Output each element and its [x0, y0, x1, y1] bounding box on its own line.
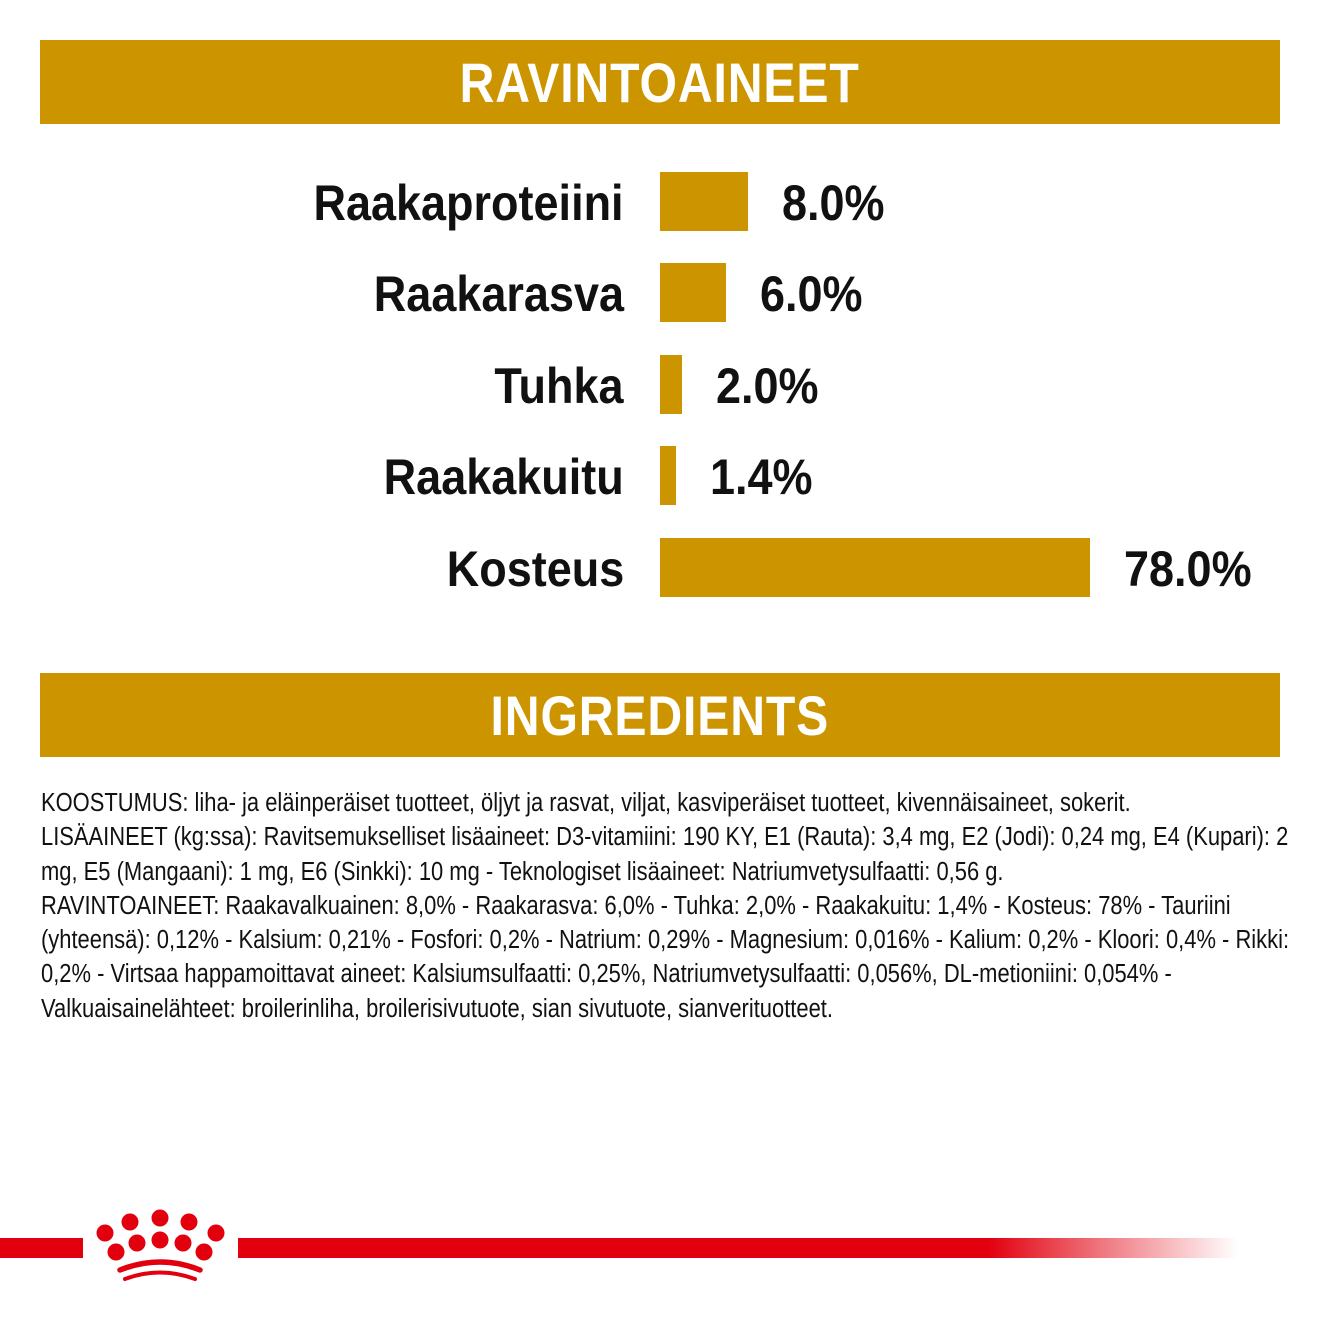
- nutrient-bar: [660, 538, 1090, 597]
- nutrient-bar: [660, 355, 682, 414]
- nutrient-bar: [660, 446, 676, 505]
- nutrient-row: [0, 446, 1320, 506]
- royal-canin-crown-icon: [90, 1208, 230, 1288]
- nutrients-header-title: RAVINTOAINEET: [459, 50, 861, 114]
- composition-paragraph: KOOSTUMUS: liha- ja eläinperäiset tuotteet, öljyt ja rasvat, viljat, kasviperäiset tuotteet, kivennäisaineet, sokerit.: [41, 789, 1131, 817]
- nutrient-row: [0, 355, 1320, 415]
- nutrient-bar: [660, 263, 726, 322]
- analytical-constituents-paragraph: RAVINTOAINEET: Raakavalkuainen: 8,0% - Raakarasva: 6,0% - Tuhka: 2,0% - Raakakuitu: 1,4% - Kosteus: 78% - Tauriini (yhteensä): 0,12% - Kalsium: 0,21% - Fosfori: 0,2% - Natrium: 0,29% - Magnesium: 0,016% - Kalium: 0,2% - Kloori: 0,4% - Rikki: 0,2% - Virtsaa happamoittavat aineet: Kalsiumsulfaatti: 0,25%, Natriumvetysulfaatti: 0,056%, DL-metioniini: 0,054% - Valkuaisainelähteet: broilerinliha, broilerisivutuote, sian sivutuote, sianverituotteet.: [41, 891, 1290, 1023]
- ingredients-header-title: INGREDIENTS: [490, 683, 830, 747]
- nutrient-label: Kosteus: [446, 541, 624, 597]
- nutrient-bar: [660, 172, 748, 231]
- nutrient-row: [0, 263, 1320, 323]
- brand-line-left: [0, 1238, 83, 1258]
- nutrient-value: 6.0%: [760, 266, 863, 322]
- nutrient-label: Raakaproteiini: [313, 175, 624, 231]
- additives-paragraph: LISÄAINEET (kg:ssa): Ravitsemukselliset lisäaineet: D3-vitamiini: 190 KY, E1 (Rauta): 3,4 mg, E2 (Jodi): 0,24 mg, E4 (Kupari): 2 mg, E5 (Mangaani): 1 mg, E6 (Sinkki): 10 mg - Teknologiset lisäaineet: Natriumvetysulfaatti: 0,56 g.: [41, 823, 1289, 886]
- nutrients-header-banner: [40, 40, 1280, 124]
- brand-line-right: [238, 1238, 1238, 1258]
- nutrient-value: 1.4%: [710, 449, 813, 505]
- nutrient-row: [0, 538, 1320, 598]
- ingredients-text: [41, 786, 1301, 1026]
- nutrient-row: [0, 172, 1320, 232]
- nutrient-value: 8.0%: [782, 175, 885, 231]
- nutrient-value: 2.0%: [716, 358, 819, 414]
- ingredients-header-banner: [40, 673, 1280, 757]
- nutrient-value: 78.0%: [1124, 541, 1252, 597]
- nutrient-label: Raakakuitu: [383, 449, 624, 505]
- nutrient-label: Tuhka: [494, 358, 624, 414]
- nutrient-label: Raakarasva: [373, 266, 624, 322]
